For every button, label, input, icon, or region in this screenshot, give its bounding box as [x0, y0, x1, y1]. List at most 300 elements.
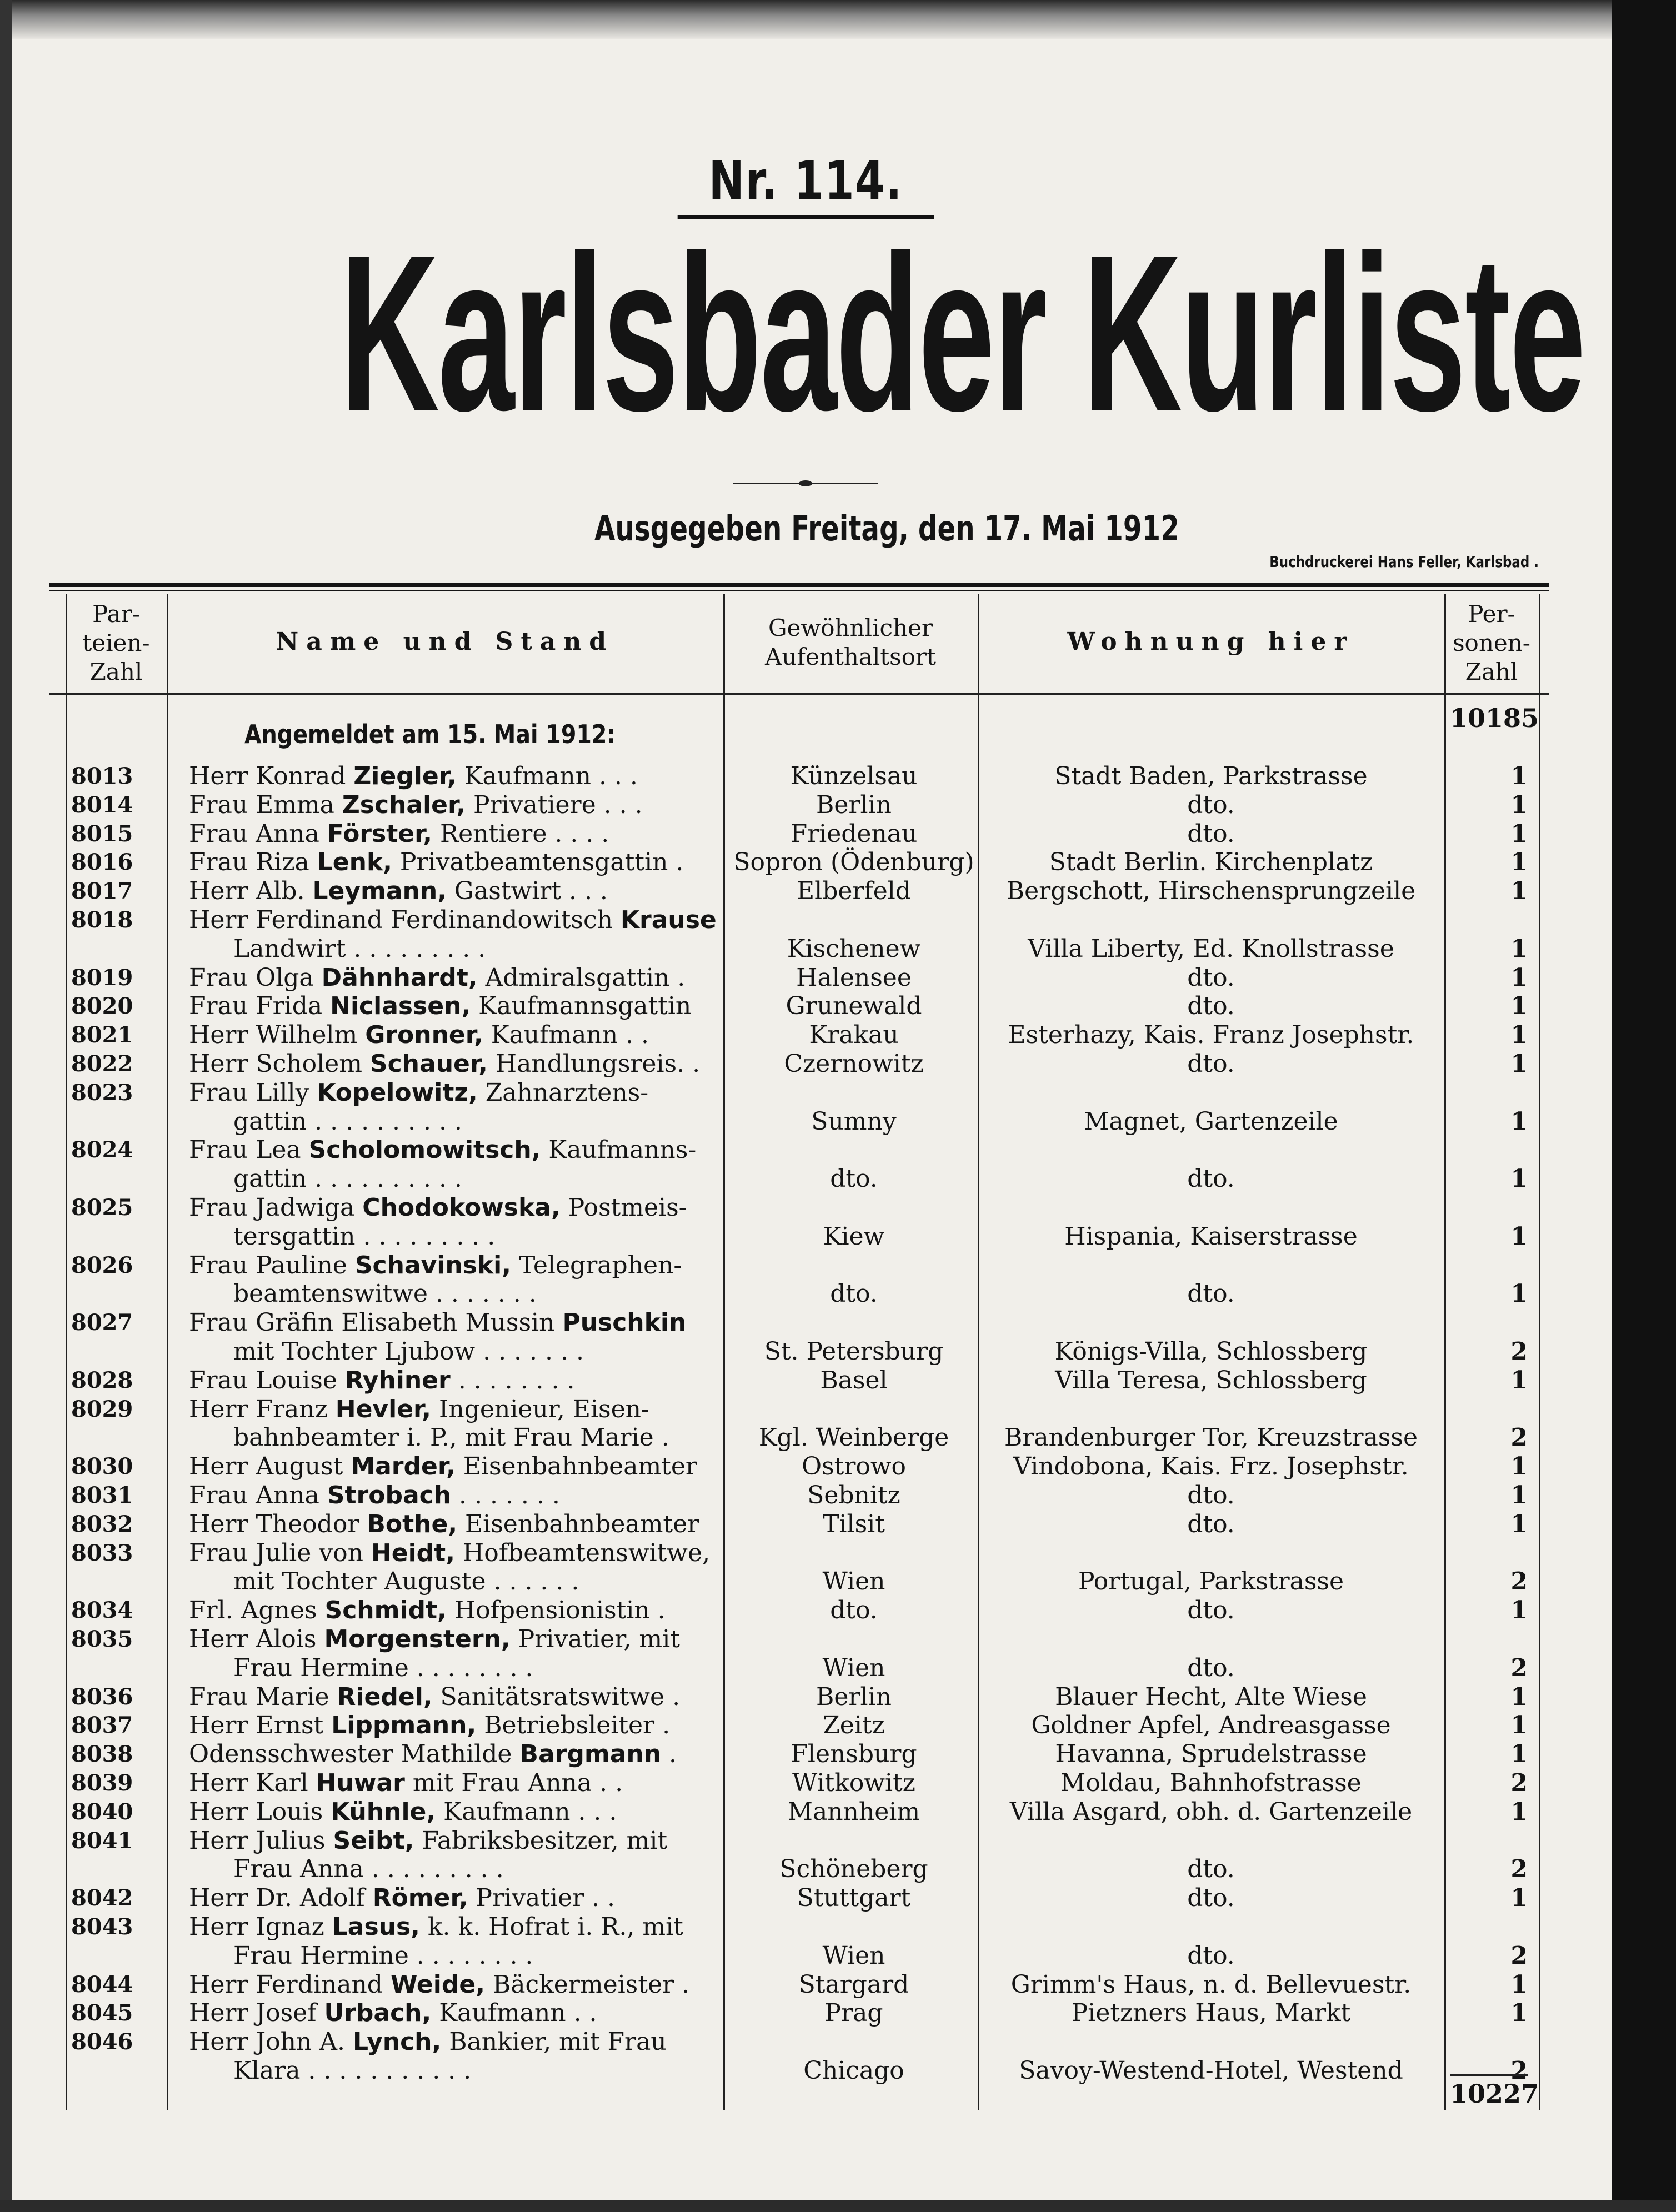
origin: Friedenau [790, 819, 918, 848]
guest-surname: Strobach [327, 1481, 452, 1509]
table-row [0, 1769, 1611, 1798]
guest-name [189, 992, 722, 1021]
guest-surname: Ziegler, [353, 762, 457, 790]
person-count: 2 [1510, 1855, 1528, 1884]
table-row [0, 1222, 1611, 1251]
guest-surname: Lippmann, [331, 1711, 477, 1740]
guest-name-prefix: Odensschwester Mathilde [189, 1740, 520, 1769]
guest-occupation: Admiralsgattin . [477, 963, 686, 992]
guest-name-prefix: Frau Olga [189, 963, 322, 992]
guest-occupation: Eisenbahnbeamter [457, 1509, 699, 1538]
ornament-divider [733, 480, 878, 486]
guest-occupation: . . . . . . . [451, 1481, 560, 1509]
guest-name-prefix: Frau Hermine . . . . . . . . [233, 1941, 533, 1970]
guest-occupation: Bankier, mit Frau [441, 2028, 667, 2056]
guest-name [233, 1423, 767, 1452]
guest-surname: Marder, [351, 1452, 456, 1481]
guest-name-prefix: mit Tochter Ljubow . . . . . . . [233, 1337, 584, 1366]
person-count: 1 [1510, 877, 1528, 906]
table-row [0, 1337, 1611, 1366]
apartment: Vindobona, Kais. Frz. Josephstr. [1013, 1452, 1409, 1481]
guest-name [233, 1855, 767, 1884]
person-count: 2 [1510, 1769, 1528, 1797]
guest-surname: Huwar [316, 1769, 405, 1797]
guest-name-prefix: Frau Marie [189, 1682, 337, 1711]
table-row [0, 1193, 1611, 1222]
guest-name-prefix: Frau Gräfin Elisabeth Mussin [189, 1308, 563, 1337]
guest-occupation: Telegraphen- [511, 1251, 682, 1280]
apartment: Stadt Baden, Parkstrasse [1054, 762, 1368, 790]
guest-surname: Lasus, [332, 1913, 420, 1941]
origin: dto. [830, 1280, 878, 1308]
apartment: Savoy-Westend-Hotel, Westend [1019, 2056, 1403, 2085]
origin: Elberfeld [797, 877, 911, 906]
guest-surname: Krause [620, 906, 717, 934]
origin: Mannheim [787, 1797, 920, 1826]
apartment: Grimm's Haus, n. d. Bellevuestr. [1010, 1970, 1412, 1999]
guest-name-prefix: gattin . . . . . . . . . . [233, 1165, 462, 1193]
guest-name [189, 762, 722, 791]
party-number: 8018 [71, 907, 133, 933]
guest-surname: Ryhiner [344, 1366, 451, 1395]
person-count: 1 [1510, 1596, 1528, 1625]
guest-name-prefix: beamtenswitwe . . . . . . . [233, 1280, 537, 1308]
table-row [0, 1280, 1611, 1308]
guest-name-prefix: Herr Wilhelm [189, 1021, 366, 1050]
party-number: 8028 [71, 1367, 133, 1393]
column-header-rule [49, 693, 1549, 695]
guest-name [189, 1683, 722, 1712]
section-title: Angemeldet am 15. Mai 1912: [244, 719, 616, 749]
apartment: Havanna, Sprudelstrasse [1055, 1740, 1367, 1769]
guest-name-prefix: Herr Dr. Adolf [189, 1884, 373, 1913]
table-row [0, 935, 1611, 964]
person-count: 1 [1510, 1999, 1528, 2028]
person-count: 1 [1510, 1452, 1528, 1481]
person-count: 2 [1510, 1423, 1528, 1452]
guest-surname: Morgenstern, [324, 1625, 511, 1653]
guest-name [189, 1481, 722, 1510]
guest-surname: Leymann, [312, 877, 447, 906]
party-number: 8036 [71, 1683, 133, 1710]
table-row [0, 791, 1611, 820]
header-persons: Per- sonen- Zahl [1453, 600, 1530, 685]
guest-name-prefix: Frau Hermine . . . . . . . . [233, 1653, 533, 1682]
guest-name [189, 964, 722, 992]
guest-surname: Riedel, [337, 1682, 433, 1711]
guest-name [233, 2056, 767, 2085]
issue-number: Nr. 114. [677, 150, 933, 219]
guest-name-prefix: Frau Anna . . . . . . . . . [233, 1855, 504, 1884]
guest-name-prefix: Landwirt . . . . . . . . . [233, 934, 486, 963]
printer-credit: Buchdruckerei Hans Feller, Karlsbad . [1269, 553, 1539, 571]
table-row [0, 1079, 1611, 1107]
apartment: dto. [1187, 1280, 1235, 1308]
origin: dto. [830, 1596, 878, 1625]
guest-occupation: Hofbeamtenswitwe, [454, 1538, 710, 1567]
table-row [0, 992, 1611, 1021]
guest-name-prefix: Frl. Agnes [189, 1596, 325, 1625]
person-count: 1 [1510, 1165, 1528, 1193]
origin: Künzelsau [790, 762, 918, 790]
apartment: Villa Liberty, Ed. Knollstrasse [1028, 934, 1394, 963]
guest-surname: Römer, [372, 1884, 468, 1913]
guest-surname: Puschkin [562, 1308, 687, 1337]
origin: Kischenew [787, 934, 921, 963]
party-number: 8029 [71, 1396, 133, 1422]
person-count: 1 [1510, 1481, 1528, 1509]
table-row [0, 1308, 1611, 1337]
guest-surname: Lenk, [317, 848, 392, 877]
table-row [0, 2056, 1611, 2085]
guest-name [189, 1308, 722, 1337]
apartment: dto. [1187, 1481, 1235, 1509]
origin: Halensee [796, 963, 912, 992]
guest-surname: Hevler, [335, 1395, 431, 1423]
party-number: 8013 [71, 763, 133, 789]
guest-name [189, 820, 722, 849]
person-count: 1 [1510, 1366, 1528, 1395]
scan-edge-right [1612, 0, 1676, 2212]
table-row [0, 906, 1611, 935]
party-number: 8044 [71, 1971, 133, 1998]
issue-date: Ausgegeben Freitag, den 17. Mai 1912 [594, 508, 1179, 549]
table-row [0, 1423, 1611, 1452]
origin: St. Petersburg [764, 1337, 944, 1366]
party-number: 8027 [71, 1310, 133, 1336]
person-count: 1 [1510, 1021, 1528, 1050]
guest-occupation: Privatbeamtensgattin . [392, 848, 684, 877]
guest-surname: Dähnhardt, [321, 963, 478, 992]
party-number: 8035 [71, 1626, 133, 1652]
guest-name-prefix: Herr Franz [189, 1395, 336, 1423]
guest-surname: Gronner, [365, 1021, 483, 1050]
guest-occupation: Rentiere . . . . [432, 819, 609, 848]
apartment: dto. [1187, 1050, 1235, 1078]
guest-occupation: Bäckermeister . [484, 1970, 689, 1999]
apartment: Esterhazy, Kais. Franz Josephstr. [1008, 1021, 1414, 1050]
table-row [0, 1913, 1611, 1942]
party-number: 8045 [71, 2000, 133, 2027]
guest-name-prefix: Frau Anna [189, 1481, 327, 1509]
guest-name [189, 1999, 722, 2028]
origin: Zeitz [823, 1711, 885, 1740]
apartment: Magnet, Gartenzeile [1084, 1107, 1338, 1136]
guest-name [189, 848, 722, 877]
guest-surname: Urbach, [324, 1999, 432, 2028]
party-number: 8038 [71, 1741, 133, 1768]
apartment: Hispania, Kaiserstrasse [1064, 1222, 1358, 1251]
guest-name-prefix: Herr Theodor [189, 1509, 367, 1538]
guest-name [189, 1510, 722, 1539]
guest-name [189, 1395, 722, 1424]
guest-name [189, 1251, 722, 1280]
guest-surname: Förster, [327, 819, 433, 848]
header-rule [49, 583, 1549, 587]
guest-occupation: Postmeis- [560, 1193, 687, 1222]
guest-occupation: Kaufmanns- [541, 1136, 697, 1165]
guest-occupation: Ingenieur, Eisen- [431, 1395, 649, 1423]
guest-name [233, 1567, 767, 1596]
table-row [0, 964, 1611, 992]
guest-name-prefix: Frau Lilly [189, 1078, 317, 1107]
guest-occupation: Hofpensionistin . [446, 1596, 666, 1625]
guest-name [233, 1942, 767, 1970]
header-party-number: Par- teien- Zahl [82, 600, 150, 685]
guest-name [189, 1740, 722, 1769]
table-row [0, 848, 1611, 877]
apartment: dto. [1187, 1165, 1235, 1193]
guest-name-prefix: Herr Ferdinand [189, 1970, 391, 1999]
guest-name-prefix: Herr Ferdinand Ferdinandowitsch [189, 906, 621, 934]
guest-name-prefix: Klara . . . . . . . . . . . [233, 2056, 472, 2085]
origin: Czernowitz [784, 1050, 924, 1078]
guest-name [189, 1193, 722, 1222]
party-number: 8019 [71, 964, 133, 991]
party-number: 8032 [71, 1511, 133, 1537]
guest-name [189, 877, 722, 906]
origin: Sopron (Ödenburg) [733, 848, 974, 877]
guest-name-prefix: Frau Frida [189, 992, 331, 1021]
guest-name-prefix: Herr Alb. [189, 877, 313, 906]
person-count: 1 [1510, 819, 1528, 848]
guest-occupation: Sanitätsratswitwe . [432, 1682, 681, 1711]
origin: Chicago [803, 2056, 904, 2085]
table-row [0, 1970, 1611, 1999]
apartment: dto. [1187, 1941, 1235, 1970]
person-count: 1 [1510, 1509, 1528, 1538]
table-row [0, 1539, 1611, 1568]
guest-name [189, 1596, 722, 1625]
guest-surname: Schauer, [369, 1050, 488, 1078]
table-row [0, 1827, 1611, 1855]
party-number: 8043 [71, 1914, 133, 1940]
guest-name [233, 935, 767, 964]
origin: Kgl. Weinberge [758, 1423, 949, 1452]
guest-surname: Schmidt, [324, 1596, 447, 1625]
origin: Sumny [811, 1107, 897, 1136]
guest-name [189, 1021, 722, 1050]
person-count: 2 [1510, 1653, 1528, 1682]
guest-surname: Kopelowitz, [317, 1078, 478, 1107]
guest-name-prefix: mit Tochter Auguste . . . . . . [233, 1567, 579, 1596]
apartment: Villa Asgard, obh. d. Gartenzeile [1009, 1797, 1413, 1826]
guest-surname: Bargmann [519, 1740, 662, 1769]
guest-occupation: . [661, 1740, 677, 1769]
person-count: 1 [1510, 1884, 1528, 1913]
guest-occupation: Kaufmann . . [483, 1021, 649, 1050]
guest-name-prefix: Frau Jadwiga [189, 1193, 363, 1222]
apartment: dto. [1187, 992, 1235, 1021]
guest-name [189, 791, 722, 820]
guest-name [189, 906, 722, 935]
running-total-end: 10227 [1450, 2074, 1528, 2109]
person-count: 1 [1510, 1050, 1528, 1078]
guest-name [189, 1452, 722, 1481]
apartment: dto. [1187, 819, 1235, 848]
guest-name [233, 1107, 767, 1136]
origin: Witkowitz [792, 1769, 915, 1797]
party-number: 8031 [71, 1482, 133, 1508]
table-row [0, 1050, 1611, 1079]
apartment: dto. [1187, 963, 1235, 992]
origin: Krakau [809, 1021, 899, 1050]
origin: Schöneberg [779, 1855, 928, 1884]
guest-occupation: Kaufmann . . . [436, 1797, 617, 1826]
guest-name [189, 1884, 722, 1913]
party-number: 8026 [71, 1252, 133, 1278]
person-count: 1 [1510, 848, 1528, 877]
table-row [0, 1107, 1611, 1136]
table-row [0, 1510, 1611, 1539]
guest-surname: Schavinski, [354, 1251, 511, 1280]
guest-occupation: Zahnarztens- [477, 1078, 649, 1107]
guest-name [189, 1769, 722, 1798]
party-number: 8034 [71, 1597, 133, 1624]
guest-name [233, 1654, 767, 1683]
apartment: Portugal, Parkstrasse [1078, 1567, 1344, 1596]
guest-name-prefix: Herr Konrad [189, 762, 354, 790]
guest-occupation: Privatier . . [468, 1884, 615, 1913]
guest-surname: Niclassen, [330, 992, 471, 1021]
table-row [0, 1021, 1611, 1050]
guest-name-prefix: Herr Louis [189, 1797, 331, 1826]
origin: Wien [822, 1567, 885, 1596]
apartment: Bergschott, Hirschensprungzeile [1006, 877, 1416, 906]
apartment: dto. [1187, 790, 1235, 819]
guest-name-prefix: Herr John A. [189, 2028, 353, 2056]
origin: Stargard [798, 1970, 909, 1999]
party-number: 8041 [71, 1827, 133, 1854]
guest-name-prefix: Frau Julie von [189, 1538, 371, 1567]
table-row [0, 820, 1611, 849]
guest-name-prefix: Frau Louise [189, 1366, 345, 1395]
guest-name-prefix: Herr Karl [189, 1769, 316, 1797]
guest-surname: Chodokowska, [362, 1193, 561, 1222]
person-count: 1 [1510, 762, 1528, 790]
guest-name-prefix: Herr Ernst [189, 1711, 332, 1740]
party-number: 8042 [71, 1885, 133, 1912]
table-row [0, 1625, 1611, 1654]
guest-surname: Lynch, [353, 2028, 442, 2056]
guest-surname: Seibt, [333, 1826, 414, 1855]
person-count: 1 [1510, 1682, 1528, 1711]
guest-occupation: Privatier, mit [510, 1625, 680, 1653]
table-row [0, 1654, 1611, 1683]
header-origin: Gewöhnlicher Aufenthaltsort [765, 614, 936, 670]
party-number: 8025 [71, 1195, 133, 1221]
guest-name [189, 2028, 722, 2056]
table-row [0, 2028, 1611, 2056]
guest-name-prefix: Frau Anna [189, 819, 327, 848]
table-row [0, 1942, 1611, 1970]
person-count: 1 [1510, 1711, 1528, 1740]
table-row [0, 1481, 1611, 1510]
guest-occupation: mit Frau Anna . . [404, 1769, 623, 1797]
guest-occupation: Handlungsreis. . [487, 1050, 701, 1078]
guest-name-prefix: Herr Julius [189, 1826, 333, 1855]
party-number: 8015 [71, 820, 133, 847]
origin: Wien [822, 1941, 885, 1970]
table-row [0, 1136, 1611, 1165]
masthead-title: Karlsbader Kurliste [339, 209, 1585, 457]
guest-name-prefix: Herr Scholem [189, 1050, 370, 1078]
apartment: Pietzners Haus, Markt [1071, 1999, 1351, 2028]
apartment: Moldau, Bahnhofstrasse [1060, 1769, 1362, 1797]
party-number: 8021 [71, 1022, 133, 1049]
guest-name-prefix: Herr August [189, 1452, 351, 1481]
table-row [0, 1366, 1611, 1395]
guest-surname: Scholomowitsch, [308, 1136, 541, 1165]
apartment: dto. [1187, 1884, 1235, 1913]
apartment: Blauer Hecht, Alte Wiese [1055, 1682, 1367, 1711]
guest-name-prefix: bahnbeamter i. P., mit Frau Marie . [233, 1423, 669, 1452]
guest-name [233, 1222, 767, 1251]
guest-surname: Bothe, [367, 1509, 458, 1538]
guest-occupation: Eisenbahnbeamter [455, 1452, 697, 1481]
origin: Sebnitz [807, 1481, 900, 1509]
person-count: 1 [1510, 1107, 1528, 1136]
party-number: 8046 [71, 2029, 133, 2055]
origin: Grunewald [786, 992, 922, 1021]
person-count: 1 [1510, 992, 1528, 1021]
person-count: 2 [1510, 1567, 1528, 1596]
header-name: Name und Stand [276, 628, 614, 656]
party-number: 8030 [71, 1453, 133, 1480]
guest-name-prefix: Herr Alois [189, 1625, 324, 1653]
person-count: 1 [1510, 1797, 1528, 1826]
table-row [0, 1395, 1611, 1424]
header-rule-thin [49, 590, 1549, 591]
origin: Kiew [823, 1222, 885, 1251]
person-count: 2 [1510, 1941, 1528, 1970]
person-count: 2 [1510, 1337, 1528, 1366]
party-number: 8039 [71, 1770, 133, 1796]
guest-name-prefix: Frau Pauline [189, 1251, 355, 1280]
guest-occupation: k. k. Hofrat i. R., mit [419, 1913, 683, 1941]
guest-name [189, 1798, 722, 1827]
guest-name [189, 1711, 722, 1740]
guest-name-prefix: Frau Riza [189, 848, 317, 877]
person-count: 1 [1510, 1740, 1528, 1769]
party-number: 8020 [71, 993, 133, 1020]
guest-occupation: Betriebsleiter . [476, 1711, 671, 1740]
guest-occupation: Kaufmann . . . [456, 762, 638, 790]
table-row [0, 1798, 1611, 1827]
origin: Flensburg [791, 1740, 917, 1769]
guest-name [189, 1539, 722, 1568]
guest-name [189, 1079, 722, 1107]
party-number: 8037 [71, 1712, 133, 1739]
guest-name-prefix: Frau Emma [189, 790, 342, 819]
guest-name-prefix: tersgattin . . . . . . . . . [233, 1222, 496, 1251]
apartment: Villa Teresa, Schlossberg [1055, 1366, 1367, 1395]
scan-edge-top [0, 0, 1676, 39]
origin: Wien [822, 1653, 885, 1682]
origin: Prag [824, 1999, 883, 2028]
party-number: 8040 [71, 1798, 133, 1825]
person-count: 1 [1510, 790, 1528, 819]
apartment: Königs-Villa, Schlossberg [1054, 1337, 1368, 1366]
guest-name [189, 1970, 722, 1999]
party-number: 8024 [71, 1137, 133, 1163]
guest-name [189, 1366, 722, 1395]
apartment: dto. [1187, 1596, 1235, 1625]
origin: Stuttgart [797, 1884, 911, 1913]
party-number: 8022 [71, 1051, 133, 1077]
guest-name [233, 1280, 767, 1308]
running-total-start: 10185 [1450, 703, 1539, 733]
